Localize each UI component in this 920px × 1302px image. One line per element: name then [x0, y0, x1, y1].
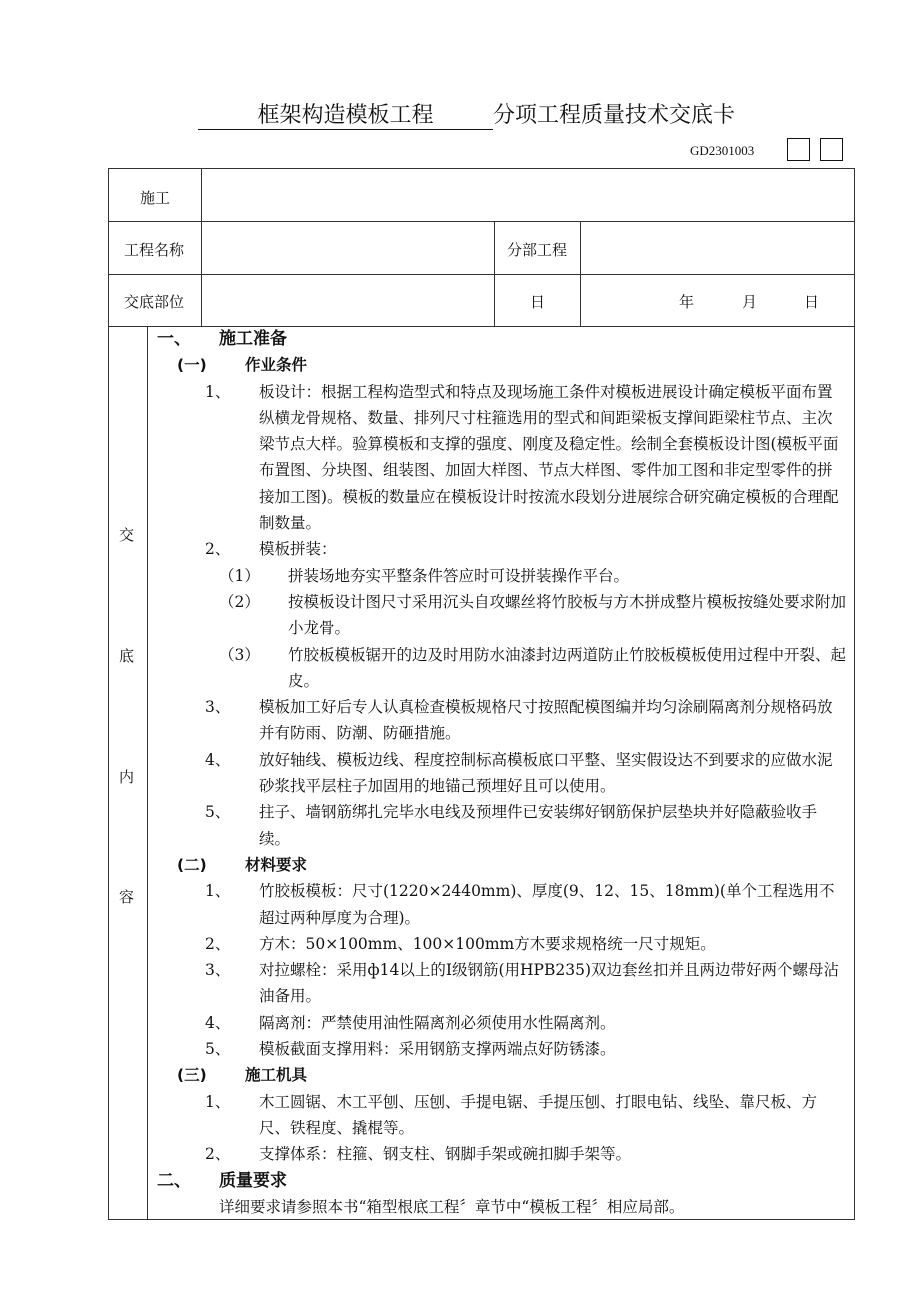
- section-heading-number: 一、: [157, 329, 191, 349]
- sub-list-item-text: 按模板设计图尺寸采用沉头自攻螺丝将竹胶板与方木拼成整片模板按缝处要求附加小龙骨。: [288, 592, 847, 638]
- list-item-number: 1、: [205, 882, 231, 901]
- content-body: [147, 326, 847, 1220]
- subsection-heading-text: 材料要求: [245, 855, 308, 874]
- list-item-text: 模板截面支撑用料：采用钢筋支撑两端点好防锈漆。: [259, 1040, 616, 1059]
- sub-list-item-text: 拼装场地夯实平整条件答应时可设拼装操作平台。: [288, 566, 630, 585]
- list-item-text: 对拉螺栓：采用ф14以上的Ⅰ级钢筋(用HPB235)双边套丝扣并且两边带好两个螺母沾油备用。: [259, 961, 839, 1006]
- divider: [580, 221, 581, 326]
- subsection-heading-number: (三): [177, 1066, 207, 1085]
- section-heading: [147, 326, 847, 352]
- subsection-heading-number: (二): [177, 855, 207, 874]
- list-item: [147, 379, 847, 537]
- list-item: [147, 1089, 847, 1142]
- list-item-number: 4、: [205, 750, 231, 769]
- sub-list-item-number: （3）: [219, 645, 260, 664]
- list-item: [147, 747, 847, 800]
- date-month: 月: [742, 293, 758, 311]
- list-item: [147, 957, 847, 1010]
- page-title: [198, 98, 735, 130]
- section-heading-text: 质量要求: [219, 1170, 287, 1191]
- sub-list-item-number: （2）: [219, 592, 260, 611]
- sub-list-item: [147, 589, 847, 642]
- location-label: 交底部位: [124, 293, 185, 311]
- subsection-heading-number: (一): [177, 356, 207, 375]
- divider: [109, 274, 854, 275]
- side-label: 交: [119, 526, 135, 544]
- list-item: [147, 1036, 847, 1062]
- divider: [201, 169, 202, 326]
- side-label: 底: [119, 647, 135, 665]
- list-item-number: 2、: [205, 540, 231, 559]
- section-heading-number: 二、: [157, 1170, 191, 1191]
- sub-list-item-text: 竹胶板模板锯开的边及时用防水油漆封边两道防止竹胶板模板使用过程中开裂、起皮。: [288, 645, 847, 690]
- list-item-number: 4、: [205, 1013, 231, 1032]
- list-item-text: 放好轴线、模板边线、程度控制标高模板底口平整、坚实假设达不到要求的应做水泥砂浆找平层柱子加固用的地锚己预埋好且可以使用。: [259, 750, 833, 796]
- section-heading: [147, 1168, 847, 1194]
- list-item-number: 2、: [205, 1145, 231, 1164]
- sub-list-item: [147, 642, 847, 695]
- subsection-heading-text: 作业条件: [245, 356, 308, 375]
- construction-label: 施工: [140, 189, 171, 207]
- subsection-heading: [147, 352, 847, 378]
- date-year: 年: [679, 293, 695, 311]
- list-item-text: 隔离剂：严禁使用油性隔离剂必须使用水性隔离剂。: [259, 1013, 616, 1032]
- day-label: 日: [530, 293, 546, 311]
- list-item: [147, 931, 847, 957]
- list-item: [147, 878, 847, 931]
- sub-list-item-number: （1）: [219, 566, 260, 585]
- list-item-text: 支撑体系：柱箍、钢支柱、钢脚手架或碗扣脚手架等。: [259, 1145, 632, 1164]
- list-item-text: 拄子、墙钢筋绑扎完毕水电线及预埋件已安装绑好钢筋保护层垫块并好隐蔽验收手续。: [259, 803, 818, 848]
- list-item: [147, 1010, 847, 1036]
- list-item-number: 5、: [205, 803, 231, 822]
- title-project-name: 框架构造模板工程: [198, 98, 493, 130]
- list-item-number: 2、: [205, 934, 231, 953]
- list-item-text: 板设计：根据工程构造型式和特点及现场施工条件对模板进展设计确定模板平面布置纵横龙骨规格、数量、排列尺寸柱箍选用的型式和间距梁板支撑间距梁柱节点、主次梁节点大样。验算模板和支撑的强度、刚度及稳定性。绘制全套模板设计图(模板平面布置图、分块图、组装图、加固大样图、节点大样图、零件加工图和非定型零件的拼接加工图)。模板的数量应在模板设计时按流水段划分进展综合研究确定模板的合理配制数量。: [259, 382, 839, 533]
- list-item-number: 3、: [205, 961, 231, 980]
- date-day: 日: [804, 293, 820, 311]
- subsection-heading: [147, 1062, 847, 1088]
- list-item-text: 模板加工好后专人认真检查模板规格尺寸按照配模图编并均匀涂刷隔离剂分规格码放并有防雨、防潮、防砸措施。: [259, 698, 833, 743]
- list-item: [147, 694, 847, 747]
- checkbox-1[interactable]: [787, 138, 810, 161]
- list-item-number: 1、: [205, 382, 231, 401]
- list-item-text: 方木：50×100mm、100×100mm方木要求规格统一尺寸规矩。: [259, 934, 716, 953]
- subsection-heading: [147, 852, 847, 878]
- list-item-number: 3、: [205, 698, 231, 717]
- sub-project-label: 分部工程: [507, 241, 568, 259]
- title-rest: 分项工程质量技术交底卡: [493, 103, 736, 128]
- section-heading-text: 施工准备: [219, 329, 287, 349]
- checkbox-2[interactable]: [820, 138, 843, 161]
- subsection-heading-text: 施工机具: [245, 1066, 308, 1085]
- form-table: [108, 168, 855, 1220]
- list-item: [147, 799, 847, 852]
- project-name-label: 工程名称: [124, 241, 185, 259]
- divider: [109, 221, 854, 222]
- divider: [494, 221, 495, 326]
- list-item: [147, 536, 847, 562]
- list-item-text: 模板拼装：: [259, 540, 337, 559]
- list-item-text: 竹胶板模板：尺寸(1220×2440mm)、厚度(9、12、15、18mm)(单个工程选用不超过两种厚度为合理)。: [259, 882, 835, 927]
- list-item-text: 木工圆锯、木工平刨、压刨、手提电锯、手提压刨、打眼电钻、线坠、靠尺板、方尺、铁程度、撬棍等。: [259, 1092, 818, 1137]
- list-item-number: 5、: [205, 1040, 231, 1059]
- document-code: GD2301003: [690, 143, 755, 158]
- sub-list-item: [147, 563, 847, 589]
- list-item-number: 1、: [205, 1092, 231, 1111]
- section-text: 详细要求请参照本书“箱型根底工程〞章节中“模板工程〞相应局部。: [219, 1197, 685, 1216]
- side-label: 容: [119, 888, 135, 906]
- side-label: 内: [119, 768, 135, 786]
- list-item: [147, 1141, 847, 1167]
